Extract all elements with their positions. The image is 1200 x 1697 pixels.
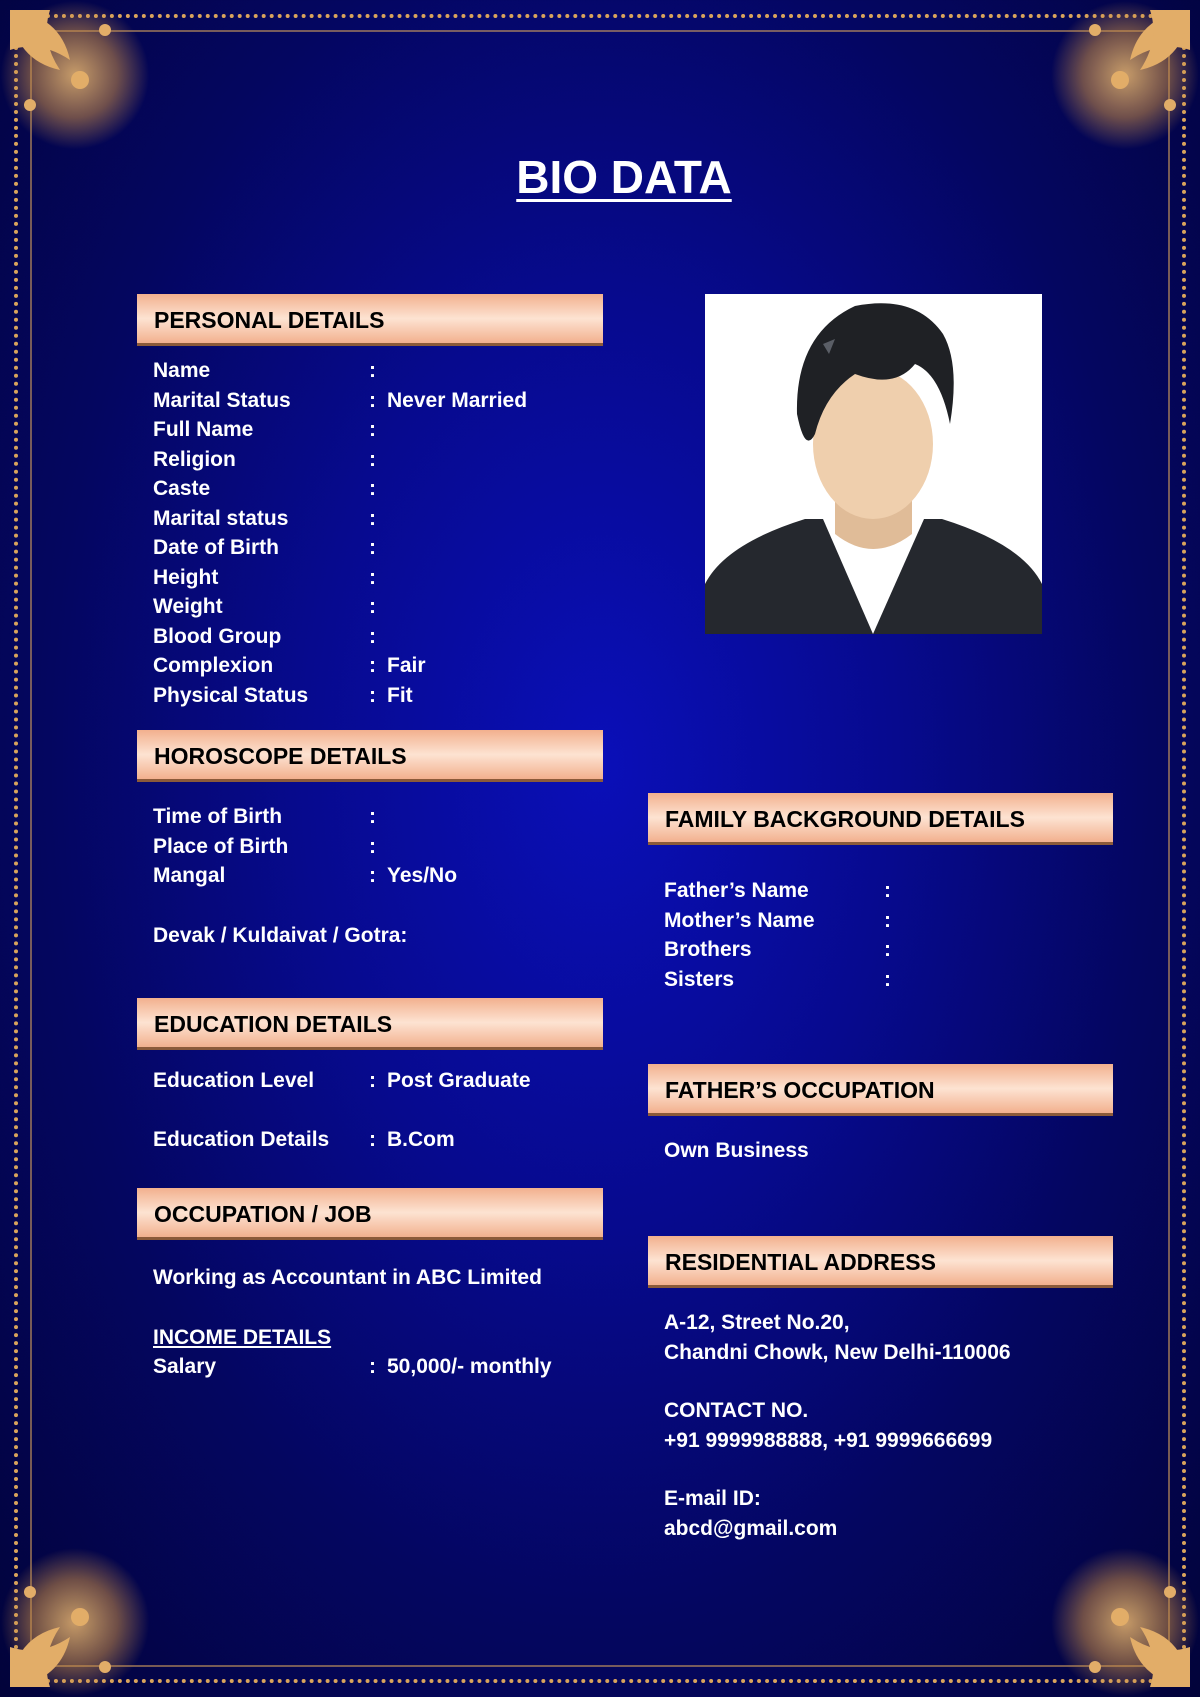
detail-row bbox=[664, 906, 1113, 936]
section-header: RESIDENTIAL ADDRESS bbox=[648, 1236, 1113, 1288]
row-value: B.Com bbox=[387, 1127, 455, 1151]
section-header: FAMILY BACKGROUND DETAILS bbox=[648, 793, 1113, 845]
row-sep: : bbox=[369, 624, 376, 648]
row-sep: : bbox=[369, 447, 376, 471]
row-label: Name bbox=[153, 359, 211, 382]
row-label: Date of Birth bbox=[153, 536, 279, 559]
row-sep: : bbox=[369, 388, 376, 412]
detail-row bbox=[153, 504, 603, 534]
row-sep: : bbox=[884, 879, 891, 902]
section-header: FATHER’S OCCUPATION bbox=[648, 1064, 1113, 1116]
row-label: Time of Birth bbox=[153, 805, 283, 828]
row-sep: : bbox=[369, 864, 376, 887]
row-label: Salary bbox=[153, 1355, 217, 1378]
family-background-section bbox=[648, 793, 1113, 994]
row-label: Mangal bbox=[153, 864, 226, 887]
row-sep: : bbox=[369, 418, 376, 441]
section-header: HOROSCOPE DETAILS bbox=[137, 730, 603, 782]
gotra-label: Devak / Kuldaivat / Gotra: bbox=[153, 923, 408, 947]
row-label: Caste bbox=[153, 477, 211, 500]
row-label: Place of Birth bbox=[153, 834, 289, 858]
detail-row bbox=[153, 651, 603, 681]
row-sep: : bbox=[369, 506, 376, 530]
detail-row bbox=[664, 935, 1113, 965]
detail-row bbox=[153, 533, 603, 563]
row-value: 50,000/- monthly bbox=[387, 1355, 552, 1378]
occupation-section bbox=[137, 1188, 603, 1382]
row-label: Complexion bbox=[153, 654, 274, 677]
row-sep: : bbox=[369, 536, 376, 559]
row-sep: : bbox=[369, 359, 376, 382]
section-header: OCCUPATION / JOB bbox=[137, 1188, 603, 1240]
contact-label: CONTACT NO. bbox=[664, 1399, 809, 1422]
row-label: Brothers bbox=[664, 938, 752, 961]
email-value: abcd@gmail.com bbox=[664, 1516, 838, 1540]
fathers-occupation-section bbox=[648, 1064, 1113, 1166]
detail-row bbox=[153, 386, 603, 416]
detail-row bbox=[153, 563, 603, 593]
row-label: Marital Status bbox=[153, 388, 291, 412]
row-label: Sisters bbox=[664, 967, 735, 991]
row-sep: : bbox=[884, 938, 891, 961]
row-label: Father’s Name bbox=[664, 879, 809, 902]
row-sep: : bbox=[369, 805, 376, 828]
page-title: BIO DATA bbox=[516, 151, 732, 203]
row-label: Blood Group bbox=[153, 624, 282, 648]
row-sep: : bbox=[369, 683, 376, 707]
row-label: Education Level bbox=[153, 1069, 315, 1092]
personal-details-section bbox=[137, 294, 603, 710]
row-sep: : bbox=[369, 654, 376, 677]
row-label: Weight bbox=[153, 595, 223, 618]
profile-photo-placeholder bbox=[705, 294, 1042, 634]
row-sep: : bbox=[369, 1127, 376, 1151]
occupation-text: Working as Accountant in ABC Limited bbox=[153, 1266, 542, 1289]
row-label: Height bbox=[153, 565, 219, 589]
row-sep: : bbox=[369, 477, 376, 500]
row-label: Religion bbox=[153, 447, 236, 471]
detail-row bbox=[153, 1125, 603, 1155]
detail-row bbox=[664, 965, 1113, 995]
address-line-2: Chandni Chowk, New Delhi-110006 bbox=[664, 1340, 1011, 1364]
contact-value: +91 9999988888, +91 9999666699 bbox=[664, 1428, 993, 1452]
detail-row bbox=[153, 592, 603, 622]
detail-row bbox=[153, 415, 603, 445]
corner-ornament-icon bbox=[1050, 1547, 1200, 1697]
row-sep: : bbox=[369, 1355, 376, 1378]
email-label: E-mail ID: bbox=[664, 1487, 761, 1510]
fathers-occupation-text: Own Business bbox=[664, 1139, 809, 1162]
detail-row bbox=[153, 832, 603, 862]
row-sep: : bbox=[369, 595, 376, 618]
row-label: Physical Status bbox=[153, 683, 309, 707]
corner-ornament-icon bbox=[1050, 0, 1200, 150]
corner-ornament-icon bbox=[0, 0, 150, 150]
row-sep: : bbox=[369, 834, 376, 858]
income-header: INCOME DETAILS bbox=[153, 1325, 332, 1349]
detail-row bbox=[153, 802, 603, 832]
row-value: Fit bbox=[387, 683, 413, 707]
row-label: Marital status bbox=[153, 506, 289, 530]
detail-row bbox=[153, 622, 603, 652]
row-value: Yes/No bbox=[387, 864, 458, 887]
row-value: Post Graduate bbox=[387, 1069, 531, 1092]
row-sep: : bbox=[369, 1069, 376, 1092]
row-value: Fair bbox=[387, 654, 426, 677]
row-value: Never Married bbox=[387, 388, 528, 412]
row-sep: : bbox=[884, 908, 891, 932]
row-sep: : bbox=[369, 565, 376, 589]
detail-row bbox=[153, 861, 603, 891]
detail-row bbox=[153, 474, 603, 504]
detail-row bbox=[153, 1352, 603, 1382]
row-label: Full Name bbox=[153, 418, 254, 441]
section-header: PERSONAL DETAILS bbox=[137, 294, 603, 346]
detail-row bbox=[153, 445, 603, 475]
education-details-section bbox=[137, 998, 603, 1154]
section-header: EDUCATION DETAILS bbox=[137, 998, 603, 1050]
address-line-1: A-12, Street No.20, bbox=[664, 1311, 850, 1334]
row-label: Education Details bbox=[153, 1127, 330, 1151]
detail-row bbox=[153, 356, 603, 386]
detail-row bbox=[153, 681, 603, 711]
horoscope-details-section bbox=[137, 730, 603, 950]
row-label: Mother’s Name bbox=[664, 908, 815, 932]
row-sep: : bbox=[884, 967, 891, 991]
corner-ornament-icon bbox=[0, 1547, 150, 1697]
person-avatar-icon bbox=[705, 294, 1042, 634]
residential-address-section bbox=[648, 1236, 1113, 1543]
detail-row bbox=[664, 876, 1113, 906]
detail-row bbox=[153, 1066, 603, 1096]
